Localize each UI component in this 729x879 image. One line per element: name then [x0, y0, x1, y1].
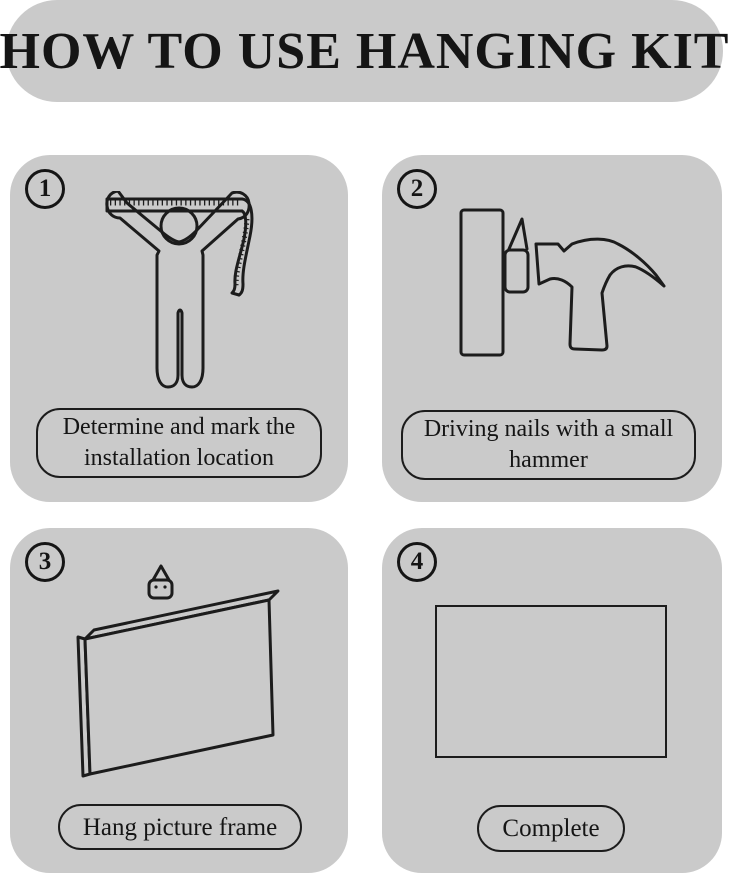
step-2-card: [382, 155, 722, 502]
step-3-number-badge: 3: [25, 542, 65, 582]
title-banner: [0, 0, 729, 102]
step-3-caption: Hang picture frame: [58, 804, 302, 850]
step-4-card: [382, 528, 722, 873]
step-4-number-badge: 4: [397, 542, 437, 582]
step-2-number-badge: 2: [397, 169, 437, 209]
step-1-number-badge: 1: [25, 169, 65, 209]
hammer-driving-nail-icon: [458, 196, 670, 358]
step-1-caption: Determine and mark the installation location: [36, 408, 322, 478]
step-2-caption: Driving nails with a small hammer: [401, 410, 696, 480]
person-with-measuring-tape-icon: [102, 191, 254, 391]
hung-frame-icon: [435, 605, 667, 758]
step-1-card: [10, 155, 348, 502]
page-title: HOW TO USE HANGING KIT: [0, 22, 729, 80]
step-3-card: [10, 528, 348, 873]
step-4-caption: Complete: [477, 805, 625, 852]
picture-frame-and-hook-icon: [40, 560, 302, 780]
